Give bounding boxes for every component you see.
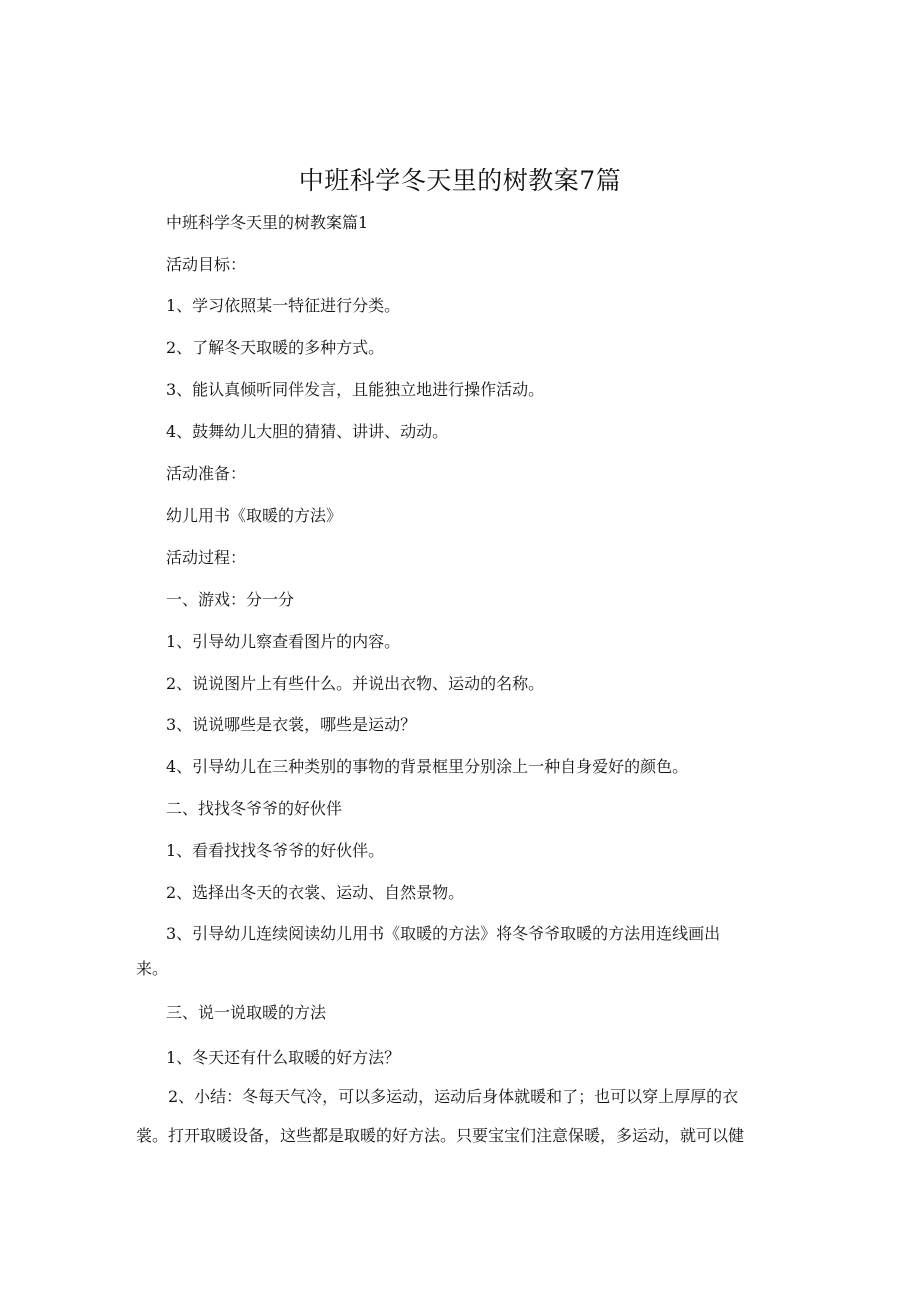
part1-step-1: 1、引导幼儿察查看图片的内容。 — [166, 632, 401, 651]
part2-heading: 二、找找冬爷爷的好伙伴 — [166, 799, 343, 818]
goals-heading: 活动目标： — [166, 255, 247, 274]
goal-item-3: 3、能认真倾听同伴发言，且能独立地进行操作活动。 — [166, 380, 545, 399]
part3-heading: 三、说一说取暖的方法 — [166, 1003, 327, 1022]
part1-step-4: 4、引导幼儿在三种类别的事物的背景框里分别涂上一种自身爱好的颜色。 — [166, 757, 689, 776]
section-heading: 中班科学冬天里的树教案篇1 — [166, 213, 369, 232]
part3-step-2-line-2: 裳。打开取暖设备，这些都是取暖的好方法。只要宝宝们注意保暖，多运动，就可以健 — [136, 1126, 745, 1145]
part1-step-3: 3、说说哪些是衣裳，哪些是运动？ — [166, 715, 417, 734]
process-heading: 活动过程： — [166, 548, 247, 567]
part1-heading: 一、游戏：分一分 — [166, 590, 295, 609]
part2-step-2: 2、选择出冬天的衣裳、运动、自然景物。 — [166, 883, 465, 902]
part2-step-1: 1、看看找找冬爷爷的好伙伴。 — [166, 841, 385, 860]
part1-step-2: 2、说说图片上有些什么。并说出衣物、运动的名称。 — [166, 674, 545, 693]
goal-item-4: 4、鼓舞幼儿大胆的猜猜、讲讲、动动。 — [166, 422, 449, 441]
part2-step-3-line-2: 来。 — [136, 959, 169, 978]
part3-step-2-line-1: 2、小结：冬每天气冷，可以多运动，运动后身体就暖和了；也可以穿上厚厚的衣 — [168, 1087, 739, 1106]
prep-item: 幼儿用书《取暖的方法》 — [166, 506, 343, 525]
document-title: 中班科学冬天里的树教案7篇 — [298, 166, 622, 195]
prep-heading: 活动准备： — [166, 464, 247, 483]
goal-item-2: 2、了解冬天取暖的多种方式。 — [166, 338, 385, 357]
goal-item-1: 1、学习依照某一特征进行分类。 — [166, 296, 401, 315]
part3-step-1: 1、冬天还有什么取暖的好方法？ — [166, 1048, 401, 1067]
part2-step-3-line-1: 3、引导幼儿连续阅读幼儿用书《取暖的方法》将冬爷爷取暖的方法用连线画出 — [166, 924, 721, 943]
